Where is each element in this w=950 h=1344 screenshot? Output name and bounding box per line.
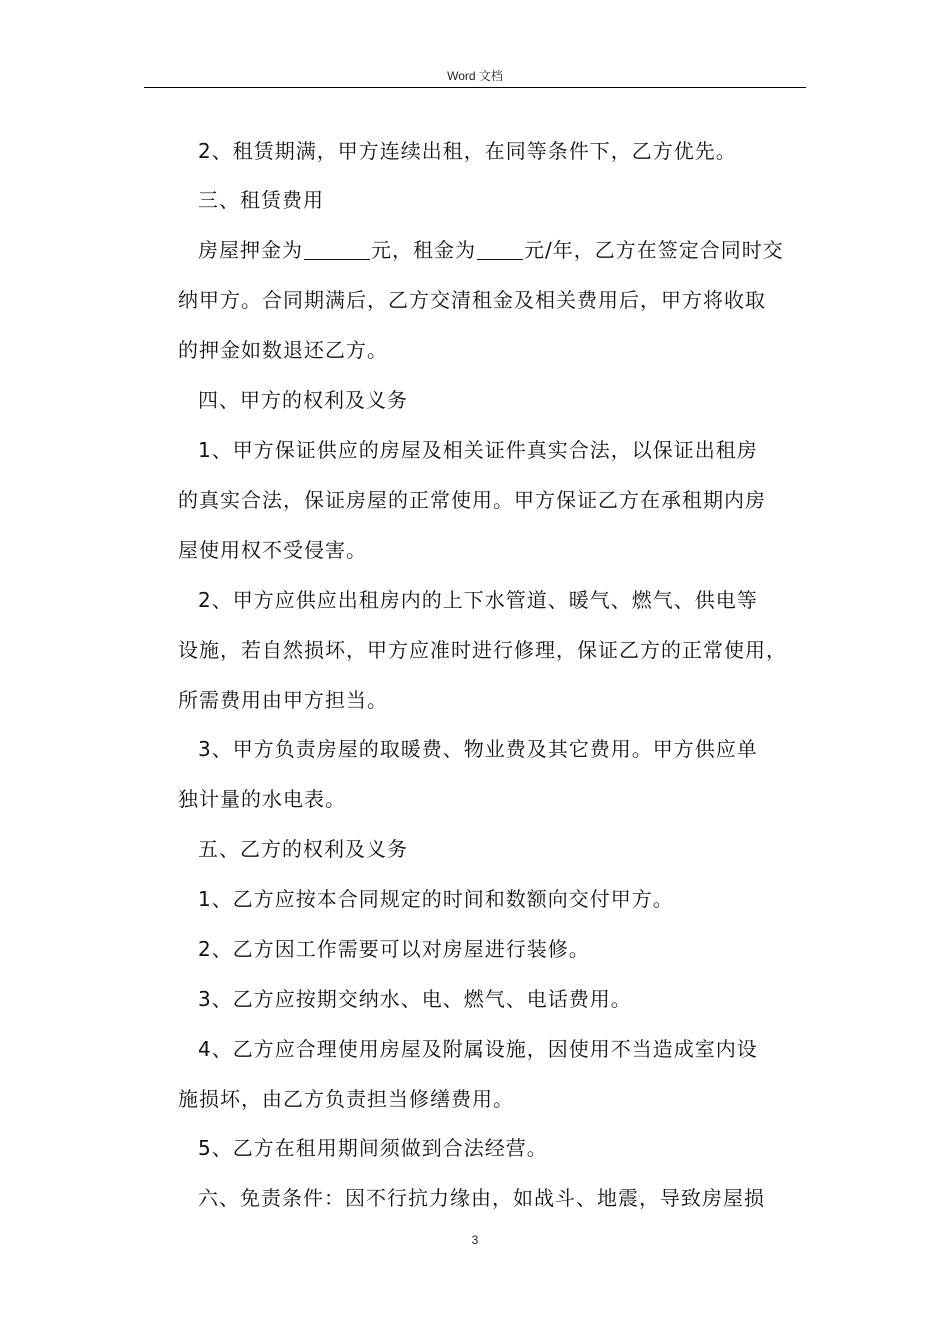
paragraph-line: 1、甲方保证供应的房屋及相关证件真实合法，以保证出租房 (198, 438, 758, 462)
paragraph-line-with-blanks (198, 236, 838, 264)
text-segment: 元，租金为 (371, 238, 476, 262)
paragraph-line: 3、乙方应按期交纳水、电、燃气、电话费用。 (198, 987, 632, 1011)
section-heading: 四、甲方的权利及义务 (198, 388, 408, 412)
header-divider (144, 87, 806, 88)
paragraph-line: 纳甲方。合同期满后，乙方交清租金及相关费用后，甲方将收取 (178, 288, 766, 312)
paragraph-line: 4、乙方应合理使用房屋及附属设施，因使用不当造成室内设 (198, 1037, 758, 1061)
paragraph-line: 2、租赁期满，甲方连续出租，在同等条件下，乙方优先。 (198, 139, 737, 163)
fill-in-blank-deposit (304, 239, 370, 260)
paragraph-line: 的押金如数退还乙方。 (178, 338, 388, 362)
section-heading: 三、租赁费用 (198, 188, 324, 212)
section-heading: 六、免责条件：因不行抗力缘由，如战斗、地震，导致房屋损 (198, 1186, 765, 1210)
paragraph-line: 2、甲方应供应出租房内的上下水管道、暖气、燃气、供电等 (198, 588, 758, 612)
paragraph-line: 屋使用权不受侵害。 (178, 538, 367, 562)
paragraph-line: 的真实合法，保证房屋的正常使用。甲方保证乙方在承租期内房 (178, 488, 766, 512)
paragraph-line: 1、乙方应按本合同规定的时间和数额向交付甲方。 (198, 887, 674, 911)
paragraph-line: 所需费用由甲方担当。 (178, 688, 388, 712)
paragraph-line: 2、乙方因工作需要可以对房屋进行装修。 (198, 937, 590, 961)
text-segment: 元/年，乙方在签定合同时交 (524, 238, 784, 262)
page-header: Word 文档 (447, 69, 503, 83)
paragraph-line: 3、甲方负责房屋的取暖费、物业费及其它费用。甲方供应单 (198, 737, 758, 761)
paragraph-line: 独计量的水电表。 (178, 787, 346, 811)
page-number: 3 (471, 1233, 479, 1247)
paragraph-line: 设施，若自然损坏，甲方应准时进行修理，保证乙方的正常使用， (178, 638, 787, 662)
paragraph-line: 5、乙方在租用期间须做到合法经营。 (198, 1136, 548, 1160)
fill-in-blank-rent (477, 239, 523, 260)
text-segment: 房屋押金为 (198, 238, 303, 262)
section-heading: 五、乙方的权利及义务 (198, 837, 408, 861)
paragraph-line: 施损坏，由乙方负责担当修缮费用。 (178, 1087, 514, 1111)
